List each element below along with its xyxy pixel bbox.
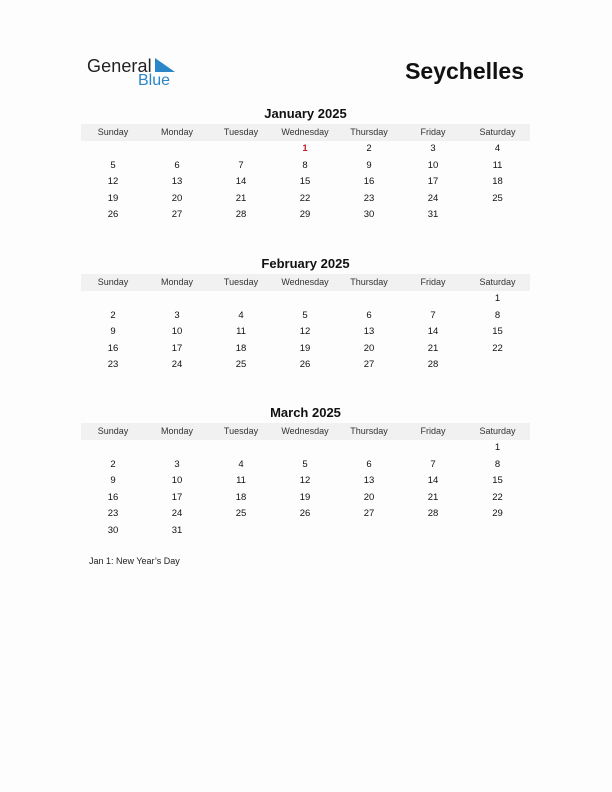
day-cell: 12 [107,176,119,188]
weekday-label: Sunday [97,426,129,436]
empty-day-cell [337,440,401,457]
day-cell: 31 [171,524,183,536]
day-cell: 20 [363,342,375,354]
empty-day-cell [465,523,530,540]
day-cell: 16 [107,491,119,503]
day-cell: 11 [492,159,503,171]
weekday-label: Tuesday [223,277,259,287]
day-cell: 10 [427,159,439,171]
day-cell: 12 [299,326,311,338]
weekday-header-row [81,124,530,141]
day-cell: 3 [174,309,180,321]
empty-day-cell [81,440,145,457]
day-cell: 18 [492,176,503,188]
day-cell: 16 [107,342,119,354]
day-cell: 25 [492,192,503,204]
day-cell: 13 [171,176,183,188]
day-cell: 14 [427,326,439,338]
day-cell: 25 [235,359,247,371]
day-cell: 9 [366,159,372,171]
day-cell: 24 [171,508,183,520]
day-cell: 17 [427,176,439,188]
day-cell: 1 [494,293,501,304]
day-cell: 28 [427,359,439,371]
day-cell: 23 [107,508,119,520]
week-row [81,207,530,224]
day-cell: 7 [430,458,436,470]
day-cell: 22 [299,192,311,204]
empty-day-cell [273,523,337,540]
country-title: Seychelles [405,58,524,84]
empty-day-cell [145,291,209,308]
weekday-label: Friday [420,426,446,436]
day-cell: 31 [427,209,439,221]
weekday-label: Monday [160,426,194,436]
day-cell: 15 [299,176,311,188]
empty-day-cell [209,440,273,457]
empty-day-cell [209,291,273,308]
empty-day-cell [273,291,337,308]
day-cell: 15 [492,326,503,338]
weekday-label: Wednesday [281,277,329,287]
day-cell: 2 [366,143,372,154]
weekday-label: Monday [160,127,194,137]
day-cell: 15 [492,475,503,487]
day-cell: 30 [363,209,375,221]
empty-day-cell [465,207,530,224]
day-cell: 5 [302,458,308,470]
day-cell: 12 [299,475,311,487]
day-cell: 6 [174,159,180,171]
weekday-label: Sunday [97,127,129,137]
empty-day-cell [209,523,273,540]
day-cell: 28 [235,209,247,221]
day-cell: 21 [427,491,439,503]
day-cell: 5 [110,159,116,171]
day-cell: 11 [236,326,246,338]
day-cell: 21 [235,192,247,204]
day-cell: 6 [366,309,372,321]
day-cell: 13 [363,326,375,338]
holiday-note: Jan 1: New Year’s Day [89,556,180,566]
month-block [81,404,530,540]
weekday-header-row [81,274,530,291]
day-cell: 30 [107,524,119,536]
day-cell: 23 [107,359,119,371]
day-cell: 27 [363,359,375,371]
day-cell: 23 [363,192,375,204]
week-row [81,308,530,325]
weekday-label: Monday [160,277,194,287]
empty-day-cell [145,440,209,457]
day-cell: 29 [492,508,503,520]
day-cell: 13 [363,475,375,487]
empty-day-cell [81,141,145,158]
day-cell: 19 [299,491,311,503]
weekday-label: Thursday [350,426,388,436]
day-cell: 17 [171,342,183,354]
day-cell: 9 [110,326,116,338]
day-cell: 25 [235,508,247,520]
holiday-notes [89,556,180,566]
day-cell: 24 [427,192,439,204]
weekday-header-row [81,423,530,440]
day-cell: 21 [427,342,439,354]
day-cell: 10 [171,475,183,487]
week-row [81,158,530,175]
week-row [81,341,530,358]
empty-day-cell [209,141,273,158]
day-cell: 14 [427,475,439,487]
day-cell: 26 [299,359,311,371]
empty-day-cell [273,440,337,457]
empty-day-cell [401,523,465,540]
week-row [81,291,530,308]
week-row [81,324,530,341]
weekday-label: Wednesday [281,426,329,436]
day-cell: 16 [363,176,375,188]
weekday-label: Friday [420,127,446,137]
logo-text-blue: Blue [138,72,171,89]
week-row [81,141,530,158]
day-cell: 4 [238,458,244,470]
day-cell: 19 [107,192,119,204]
empty-day-cell [401,291,465,308]
month-block [81,105,530,224]
day-cell: 2 [110,458,116,470]
day-cell: 8 [494,458,501,470]
day-cell: 20 [171,192,183,204]
empty-day-cell [401,440,465,457]
weeks-grid [81,291,530,374]
empty-day-cell [337,523,401,540]
week-row [81,440,530,457]
weekday-label: Sunday [97,277,129,287]
week-row [81,506,530,523]
month-block [81,255,530,374]
day-cell: 3 [174,458,180,470]
empty-day-cell [337,291,401,308]
day-cell: 8 [494,309,501,321]
day-cell: 18 [235,342,247,354]
day-cell: 10 [171,326,183,338]
day-cell: 11 [236,475,246,487]
week-row [81,357,530,374]
week-row [81,490,530,507]
day-cell: 17 [171,491,183,503]
week-row [81,191,530,208]
generalblue-logo [87,56,187,96]
day-cell: 20 [363,491,375,503]
day-cell: 24 [171,359,183,371]
weeks-grid [81,440,530,540]
weekday-label: Thursday [350,277,388,287]
day-cell: 5 [302,309,308,321]
weekday-label: Saturday [479,127,516,137]
month-title: February 2025 [261,256,350,271]
weekday-label: Saturday [479,426,516,436]
weekday-label: Friday [420,277,446,287]
empty-day-cell [81,291,145,308]
day-cell: 4 [238,309,244,321]
day-cell: 4 [494,143,501,154]
weekday-label: Thursday [350,127,388,137]
day-cell: 28 [427,508,439,520]
month-title: January 2025 [264,106,347,121]
day-cell: 26 [299,508,311,520]
day-cell: 1 [302,143,308,154]
weekday-label: Wednesday [281,127,329,137]
day-cell: 2 [110,309,116,321]
day-cell: 1 [494,442,501,453]
logo-text-general: General [87,56,152,76]
day-cell: 9 [110,475,116,487]
day-cell: 14 [235,176,247,188]
weeks-grid [81,141,530,224]
week-row [81,457,530,474]
weekday-label: Saturday [479,277,516,287]
month-title: March 2025 [270,405,341,420]
day-cell: 26 [107,209,119,221]
day-cell: 27 [363,508,375,520]
day-cell: 22 [492,342,503,354]
week-row [81,473,530,490]
weekday-label: Tuesday [223,426,259,436]
day-cell: 8 [302,159,308,171]
empty-day-cell [465,357,530,374]
day-cell: 7 [238,159,244,171]
day-cell: 7 [430,309,436,321]
day-cell: 3 [430,143,436,154]
week-row [81,174,530,191]
day-cell: 22 [492,491,503,503]
day-cell: 19 [299,342,311,354]
empty-day-cell [145,141,209,158]
day-cell: 27 [171,209,183,221]
day-cell: 18 [235,491,247,503]
day-cell: 6 [366,458,372,470]
day-cell: 29 [299,209,311,221]
weekday-label: Tuesday [223,127,259,137]
week-row [81,523,530,540]
